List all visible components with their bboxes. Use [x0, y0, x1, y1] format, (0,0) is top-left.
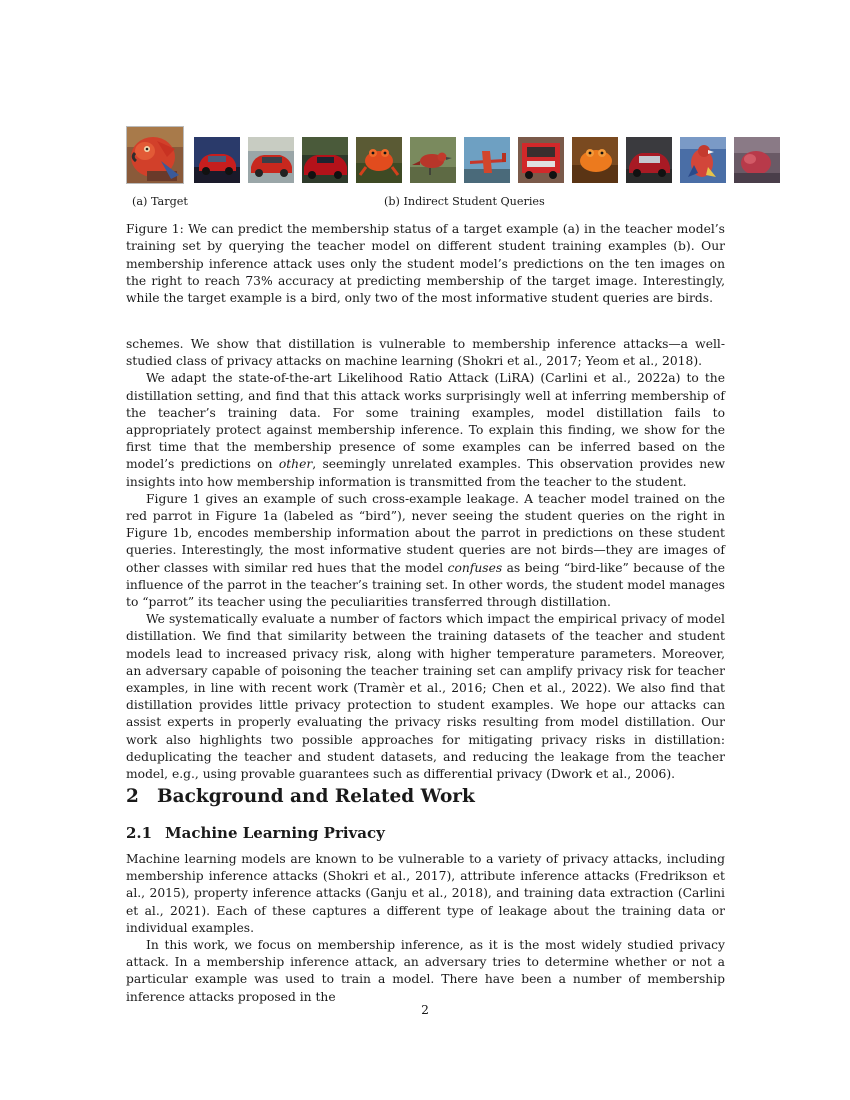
subsection-title: Machine Learning Privacy [165, 824, 385, 842]
paragraph: Machine learning models are known to be vulnerable to a variety of privacy attacks, including membership inference attacks (Shokri et al., 2017), attribute inference attacks (Fredrikson et al., 2015), property inference attacks (Ganju et al., 2018), and training data extraction (Carlini et al., 2021). Each of these captures a different type of leakage about the training data or individual examples. [126, 852, 725, 935]
subcaption-b: (b) Indirect Student Queries [384, 195, 545, 208]
query-airplane-image [464, 137, 510, 183]
paragraph-text: We adapt the state-of-the-art Likelihood Ratio Attack (LiRA) (Carlini et al., 2022a) to the distillation setting, and find that this attack works surprisingly well at inferring membership of the teacher’s training data. For some training examples, model distillation fails to appropriately protect against membership inference. To explain this finding, we show for the first time that the membership presence of some examples can be inferred based on the model’s predictions on [126, 371, 725, 472]
figure-1 [126, 126, 724, 214]
emphasis-text: confuses [447, 560, 503, 575]
section-body-text [126, 851, 725, 1006]
paragraph: In this work, we focus on membership inference, as it is the most widely studied privacy attack. In a membership inference attack, an adversary tries to determine whether or not a particular example was used to train a model. There have been a number of membership inference attacks proposed in the [126, 938, 725, 1004]
target-parrot-image [126, 126, 184, 184]
section-number: 2 [126, 786, 139, 807]
subcaption-a: (a) Target [132, 195, 188, 208]
query-car-image [626, 137, 672, 183]
query-bird-image [410, 137, 456, 183]
query-truck-image [518, 137, 564, 183]
paragraph [126, 370, 725, 490]
query-car-image [302, 137, 348, 183]
figure-subcaptions [126, 192, 724, 214]
query-image [734, 137, 780, 183]
section-heading [126, 785, 475, 809]
subsection-number: 2.1 [126, 824, 153, 842]
query-car-image [194, 137, 240, 183]
paragraph: schemes. We show that distillation is vulnerable to membership inference attacks—a well-studied class of privacy attacks on machine learning (Shokri et al., 2017; Yeom et al., 2018). [126, 337, 725, 369]
figure-thumbnails [126, 126, 724, 184]
body-text [126, 336, 725, 783]
paragraph [126, 491, 725, 611]
emphasis-text: other [278, 457, 313, 472]
page-number: 2 [421, 1003, 429, 1017]
paragraph-text: Figure 1 gives an example of such cross-example leakage. A teacher model trained on the red parrot in Figure 1a (labeled as “bird”), never seeing the student queries on the right in Figure 1b, encodes membership information about the parrot in predictions on these student queries. Interestingly, the most informative student queries are not birds—they are images of other classes with similar red hues that the model [126, 491, 725, 575]
section-title: Background and Related Work [157, 786, 475, 807]
paragraph-text: as being “bird-like” because of the influence of the parrot in the teacher’s training set. In other words, the student model manages to “parrot” its teacher using the peculiarities transferred through distillation. [126, 560, 725, 610]
paragraph-text: , seemingly unrelated examples. This observation provides new insights into how membership information is transmitted from the teacher to the student. [126, 457, 725, 489]
query-frog-image [572, 137, 618, 183]
query-bird-image [680, 137, 726, 183]
query-car-image [248, 137, 294, 183]
figure-caption: Figure 1: We can predict the membership status of a target example (a) in the teacher model’s training set by querying the teacher model on different student training examples (b). Our membership inference attack uses only the student model’s predictions on the ten images on the right to reach 73% accuracy at predicting membership of the target image. Interestingly, while the target example is a bird, only two of the most informative student queries are birds. [126, 222, 725, 306]
subsection-heading [126, 823, 385, 843]
query-frog-image [356, 137, 402, 183]
paragraph: We systematically evaluate a number of factors which impact the empirical privacy of model distillation. We find that similarity between the training datasets of the teacher and student models lead to increased privacy risk, along with higher temperature parameters. Moreover, an adversary capable of poisoning the teacher training set can amplify privacy risk for teacher examples, in line with recent work (Tramèr et al., 2016; Chen et al., 2022). We also find that distillation provides little privacy protection to student examples. We hope our attacks can assist experts in properly evaluating the privacy risks resulting from model distillation. Our work also highlights two possible approaches for mitigating privacy risks in distillation: deduplicating the teacher and student datasets, and reducing the leakage from the teacher model, e.g., using provable guarantees such as differential privacy (Dwork et al., 2006). [126, 612, 725, 782]
